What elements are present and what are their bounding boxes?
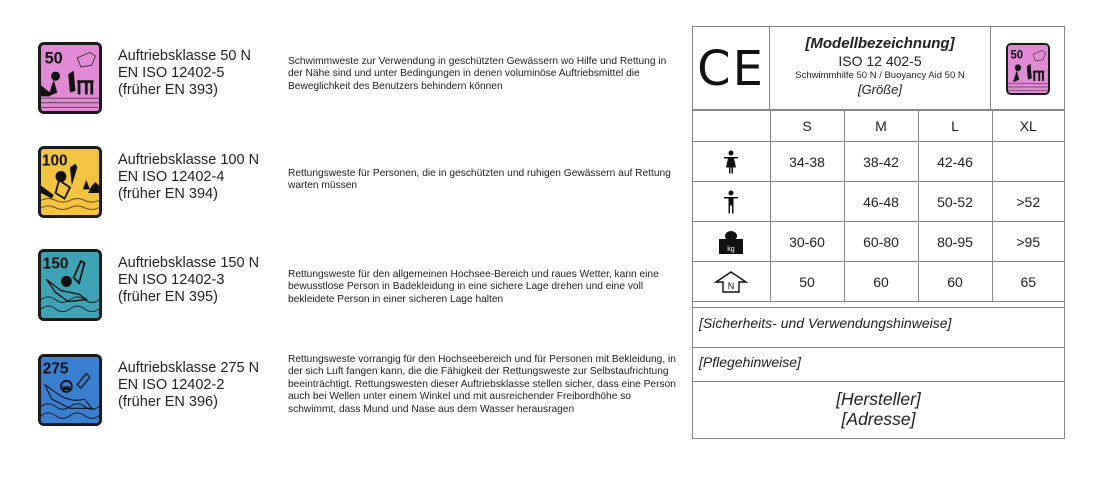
table-row <box>693 182 1064 222</box>
iso-standard: ISO 12 402-5 <box>838 53 922 69</box>
class-description: Rettungsweste für den allgemeinen Hochsee-Bereich und raues Wetter, kann eine bewusstlose Person in Badekleidung in eine sichere Lage drehen und eine voll bekleidete Person in einer sicheren Lage halten <box>288 269 659 305</box>
size-header: S <box>770 111 844 142</box>
ce-mark-text: CE <box>697 40 765 97</box>
class-row-275 <box>38 354 678 434</box>
size-placeholder: [Größe] <box>857 82 903 97</box>
size-cell: 50 <box>770 262 844 302</box>
label-title-block <box>770 27 991 110</box>
manufacturer-address: [Adresse] <box>841 409 916 429</box>
size-cell: 65 <box>992 262 1064 302</box>
class-former-standard: (früher EN 395) <box>118 289 218 305</box>
class-title: Auftriebsklasse 100 N <box>118 152 260 168</box>
table-row <box>693 142 1064 182</box>
weight-kg-icon <box>693 222 770 262</box>
badge-number: 50 <box>1010 47 1024 61</box>
label-header <box>693 27 1064 110</box>
class-standard: EN ISO 12402-2 <box>118 377 225 393</box>
safety-instructions: [Sicherheits- und Verwendungshinweise] <box>693 307 1064 347</box>
size-header: XL <box>992 111 1064 142</box>
label-badge <box>992 27 1064 110</box>
buoyancy-275-icon <box>38 354 102 426</box>
size-cell: 34-38 <box>770 142 844 182</box>
model-name: [Modellbezeichnung] <box>805 35 955 52</box>
buoyancy-50-icon <box>38 42 102 114</box>
size-header-row <box>693 111 1064 142</box>
manufacturer-block <box>693 381 1064 438</box>
size-cell: 60 <box>844 262 918 302</box>
size-cell: >95 <box>992 222 1064 262</box>
size-cell: 50-52 <box>918 182 992 222</box>
class-description: Rettungsweste für Personen, die in geschützten und ruhigen Gewässern auf Rettung warten müssen <box>288 168 671 192</box>
buoyancy-50-icon <box>1006 43 1050 95</box>
size-cell: 80-95 <box>918 222 992 262</box>
product-type: Schwimmhilfe 50 N / Buoyancy Aid 50 N <box>795 70 965 81</box>
care-instructions: [Pflegehinweise] <box>693 347 1064 381</box>
ce-mark <box>693 27 770 110</box>
class-title: Auftriebsklasse 275 N <box>118 360 260 376</box>
size-cell: 60 <box>918 262 992 302</box>
class-label <box>118 255 259 306</box>
badge-number: 100 <box>41 152 68 170</box>
class-row-50 <box>38 42 678 122</box>
size-cell: 30-60 <box>770 222 844 262</box>
class-label <box>118 48 251 99</box>
size-table <box>693 110 1064 302</box>
table-row <box>693 222 1064 262</box>
badge-number: 150 <box>42 255 69 273</box>
class-row-100 <box>38 146 678 226</box>
size-cell: 46-48 <box>844 182 918 222</box>
kg-label: kg <box>727 245 735 253</box>
size-header: M <box>844 111 918 142</box>
class-title: Auftriebsklasse 150 N <box>118 255 260 271</box>
size-header: L <box>918 111 992 142</box>
header-empty-cell <box>693 111 770 142</box>
newton-label: N <box>728 280 735 291</box>
label-template <box>692 26 1065 439</box>
female-figure-icon <box>693 142 770 182</box>
class-title: Auftriebsklasse 50 N <box>118 48 251 64</box>
size-cell <box>992 142 1064 182</box>
size-cell: 38-42 <box>844 142 918 182</box>
class-former-standard: (früher EN 393) <box>118 82 218 98</box>
buoyancy-100-icon <box>38 146 102 218</box>
class-row-150 <box>38 249 678 329</box>
size-cell: 42-46 <box>918 142 992 182</box>
class-standard: EN ISO 12402-4 <box>118 169 225 185</box>
class-label <box>118 152 259 203</box>
class-former-standard: (früher EN 394) <box>118 186 218 202</box>
manufacturer-name: [Hersteller] <box>836 389 921 409</box>
buoyancy-150-icon <box>38 249 102 321</box>
size-cell: 60-80 <box>844 222 918 262</box>
size-cell <box>770 182 844 222</box>
class-description: Schwimmweste zur Verwendung in geschützten Gewässern wo Hilfe und Rettung in der Nähe sind und unter Bedingungen in denen voluminöse Auftriebsmittel die Beweglichkeit des Benutzers behindern können <box>288 56 667 92</box>
badge-number: 50 <box>44 49 63 68</box>
male-figure-icon <box>693 182 770 222</box>
class-standard: EN ISO 12402-3 <box>118 272 225 288</box>
badge-number: 275 <box>42 360 69 378</box>
buoyancy-newton-icon <box>693 262 770 302</box>
table-row <box>693 262 1064 302</box>
class-former-standard: (früher EN 396) <box>118 394 218 410</box>
size-cell: >52 <box>992 182 1064 222</box>
class-description: Rettungsweste vorrangig für den Hochseebereich und für Personen mit Bekleidung, in der sich Luft fangen kann, die die Fähigkeit der Rettungsweste zur Selbstaufrichtung beeinträchtigt. Rettungswesten dieser Auftriebsklasse stellen sicher, dass eine Person auch bei Wellen unter einem Winkel und mit ausreichender Freibordhöhe so schwimmt, dass Mund und Nase aus dem Wasser herausragen <box>288 354 676 415</box>
class-label <box>118 360 259 411</box>
class-standard: EN ISO 12402-5 <box>118 65 225 81</box>
